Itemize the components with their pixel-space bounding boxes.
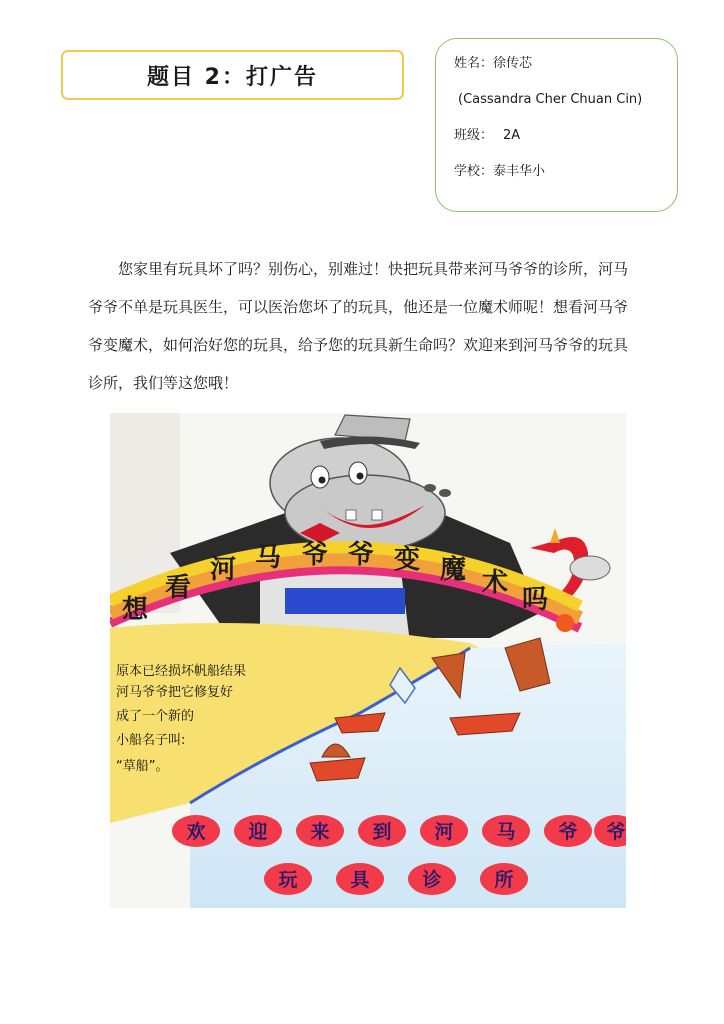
story-line: “草船”。 — [116, 759, 169, 774]
banner-char: 欢 — [186, 821, 206, 843]
eye-left — [311, 466, 329, 488]
banner-char: 所 — [494, 869, 514, 891]
rainbow-char: 魔 — [440, 555, 467, 585]
story-line: 原本已经损坏帆船结果 — [116, 664, 247, 679]
tooth-left — [346, 510, 356, 520]
class-label: 班级： — [454, 128, 494, 143]
banner-char: 马 — [496, 821, 516, 843]
student-info-box — [435, 38, 678, 212]
rainbow-char: 爷 — [348, 540, 375, 570]
banner-char: 玩 — [278, 869, 298, 891]
rainbow-char: 吗 — [522, 585, 549, 615]
banner-char: 河 — [434, 821, 454, 843]
eye-right — [349, 462, 367, 484]
page-title: 题目 2：打广告 — [147, 64, 318, 90]
advert-paragraph: 您家里有玩具坏了吗？别伤心，别难过！快把玩具带来河马爷爷的诊所，河马爷爷不单是玩具医生，可以医治您坏了的玩具，他还是一位魔术师呢！想看河马爷爷变魔术，如何治好您的玩具，给予您的玩具新生命吗？欢迎来到河马爷爷的玩具诊所，我们等这您哦！ — [88, 260, 629, 392]
hippo-hand — [570, 556, 610, 580]
rainbow-end-dot — [556, 614, 574, 632]
rainbow-char: 马 — [255, 543, 282, 573]
title-box — [61, 50, 404, 100]
rainbow-char: 看 — [165, 573, 192, 603]
name-row — [454, 53, 677, 89]
rainbow-char: 变 — [394, 545, 421, 575]
english-name: (Cassandra Cher Chuan Cin) — [458, 92, 643, 107]
rainbow-char: 想 — [122, 595, 149, 625]
school-row — [454, 161, 677, 197]
rainbow-char: 术 — [482, 568, 509, 598]
name-label: 姓名： — [454, 56, 494, 71]
tooth-right — [372, 510, 382, 520]
banner-char: 到 — [372, 821, 392, 843]
banner-char: 爷 — [606, 821, 626, 843]
banner-char: 爷 — [558, 821, 578, 843]
blue-pants — [285, 588, 405, 614]
banner-char: 诊 — [422, 869, 442, 891]
class-value: 2A — [503, 128, 521, 143]
hippo-drawing — [110, 413, 626, 908]
name-value: 徐传芯 — [493, 56, 533, 71]
story-line: 成了一个新的 — [116, 709, 195, 724]
rainbow-char: 爷 — [302, 540, 329, 570]
banner-char: 迎 — [248, 821, 268, 843]
school-label: 学校： — [454, 164, 494, 179]
banner-char: 来 — [310, 821, 330, 843]
story-line: 小船名子叫: — [116, 733, 186, 748]
banner-char: 具 — [350, 869, 370, 891]
story-line: 河马爷爷把它修复好 — [116, 685, 234, 700]
drawing-canvas — [110, 413, 626, 908]
rainbow-char: 河 — [210, 555, 237, 585]
class-row — [454, 125, 677, 161]
school-value: 泰丰华小 — [493, 164, 546, 179]
